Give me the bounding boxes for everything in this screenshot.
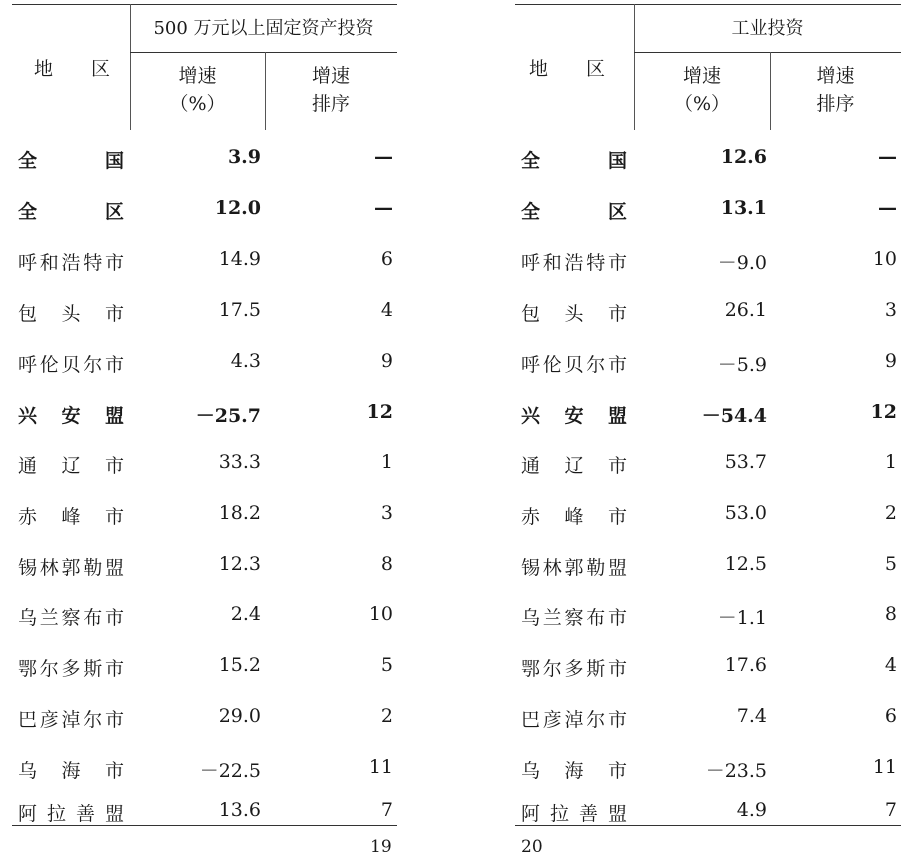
region-name: 乌 海 市 [521,760,627,782]
region-name: 乌 海 市 [18,760,124,782]
growth-rank: 12 [366,401,393,423]
growth-value: －23.5 [705,760,767,782]
table-row [515,397,901,427]
region-name: 乌 兰 察 布 市 [18,607,124,629]
table-row [12,244,397,274]
table-row [515,752,901,782]
region-name: 锡 林 郭 勒 盟 [521,557,627,579]
table-row [515,447,901,477]
table-row [515,650,901,680]
growth-value: 12.6 [720,146,767,168]
growth-value: 33.3 [218,451,261,473]
table-row [515,549,901,579]
region-name: 巴 彦 淖 尔 市 [18,709,124,731]
region-name: 赤 峰 市 [521,506,627,528]
growth-rank: 9 [380,350,393,372]
growth-column-header: 增速 （%） [169,65,226,115]
growth-rank: 8 [884,603,897,625]
growth-value: －1.1 [717,607,767,629]
growth-rank: 1 [884,451,897,473]
growth-rank: 3 [380,502,393,524]
growth-rank: 8 [380,553,393,575]
growth-rank: 7 [380,799,393,821]
growth-rank: 5 [884,553,897,575]
region-name: 呼 和 浩 特 市 [18,252,124,274]
growth-rank: 10 [872,248,897,270]
growth-column-header: 增速 （%） [673,65,731,115]
page-number: 19 [370,837,392,857]
growth-value: 7.4 [736,705,767,727]
table-row [12,752,397,782]
growth-value: 12.0 [214,197,261,219]
top-rule [12,4,397,5]
region-name: 包 头 市 [18,303,124,325]
table-row [12,795,397,825]
group-header: 500 万元以上固定资产投资 [153,18,374,39]
growth-value: 17.5 [218,299,261,321]
growth-rank: 4 [884,654,897,676]
table-row [515,599,901,629]
region-name: 通 辽 市 [18,455,124,477]
growth-value: 13.6 [218,799,261,821]
region-header: 地 区 [528,58,605,80]
region-name: 阿 拉 善 盟 [18,803,124,825]
growth-value: －5.9 [717,354,767,376]
table-row [515,346,901,376]
growth-value: －54.4 [701,405,767,427]
growth-rank: 6 [380,248,393,270]
top-rule [515,4,901,5]
group-header-rule [634,52,901,53]
table-row [515,244,901,274]
table-row [12,346,397,376]
region-name: 巴 彦 淖 尔 市 [521,709,627,731]
growth-value: 26.1 [724,299,767,321]
bottom-rule [515,825,901,826]
table-row [12,447,397,477]
table-row [12,295,397,325]
table-row [515,701,901,731]
growth-rank: 2 [884,502,897,524]
region-name: 鄂 尔 多 斯 市 [18,658,124,680]
growth-value: 12.5 [724,553,767,575]
region-name: 呼 伦 贝 尔 市 [521,354,627,376]
growth-rank: 3 [884,299,897,321]
rank-column-header: 增速 排序 [311,65,350,115]
growth-value: 29.0 [218,705,261,727]
growth-rank: 2 [380,705,393,727]
table-row [12,701,397,731]
growth-rank: 1 [380,451,393,473]
growth-rank: 9 [884,350,897,372]
growth-value: －25.7 [195,405,261,427]
growth-rank: 11 [368,756,393,778]
group-header-rule [130,52,397,53]
region-name: 乌 兰 察 布 市 [521,607,627,629]
growth-value: 14.9 [218,248,261,270]
region-name: 呼 和 浩 特 市 [521,252,627,274]
growth-rank: — [374,146,393,168]
group-header: 工业投资 [731,18,804,39]
region-name: 兴 安 盟 [521,405,627,427]
growth-value: 2.4 [230,603,261,625]
table-row [12,650,397,680]
growth-value: －9.0 [717,252,767,274]
region-header: 地 区 [34,58,111,80]
region-name: 包 头 市 [521,303,627,325]
page-number: 20 [521,837,543,857]
growth-value: 4.3 [230,350,261,372]
region-name: 通 辽 市 [521,455,627,477]
growth-value: 15.2 [218,654,261,676]
growth-rank: — [878,146,897,168]
growth-value: 3.9 [227,146,261,168]
region-name: 全 区 [18,201,124,223]
region-name: 全 国 [18,150,124,172]
rank-column-header: 增速 排序 [816,65,855,115]
right-table-header [515,0,901,130]
growth-rank: 5 [380,654,393,676]
table-row [515,795,901,825]
left-table [12,0,397,857]
table-row [515,498,901,528]
region-name: 锡 林 郭 勒 盟 [18,557,124,579]
growth-rank: — [374,197,393,219]
growth-value: －22.5 [199,760,261,782]
table-row [12,397,397,427]
growth-value: 53.0 [724,502,767,524]
growth-rank: 7 [884,799,897,821]
growth-value: 12.3 [218,553,261,575]
growth-value: 13.1 [720,197,767,219]
table-row [12,549,397,579]
growth-rank: 6 [884,705,897,727]
growth-rank: 4 [380,299,393,321]
table-row [515,193,901,223]
region-name: 呼 伦 贝 尔 市 [18,354,124,376]
growth-value: 4.9 [736,799,767,821]
table-row [12,142,397,172]
growth-rank: 12 [870,401,897,423]
table-row [12,498,397,528]
region-name: 全 区 [521,201,627,223]
table-row [515,142,901,172]
table-row [12,193,397,223]
bottom-rule [12,825,397,826]
growth-rank: 10 [368,603,393,625]
growth-rank: — [878,197,897,219]
table-row [515,295,901,325]
region-name: 全 国 [521,150,627,172]
growth-value: 18.2 [218,502,261,524]
region-name: 赤 峰 市 [18,506,124,528]
region-name: 阿 拉 善 盟 [521,803,627,825]
left-table-header [12,0,397,130]
growth-value: 53.7 [724,451,767,473]
growth-rank: 11 [872,756,897,778]
growth-value: 17.6 [724,654,767,676]
region-name: 鄂 尔 多 斯 市 [521,658,627,680]
right-table [515,0,901,857]
region-name: 兴 安 盟 [18,405,124,427]
table-row [12,599,397,629]
